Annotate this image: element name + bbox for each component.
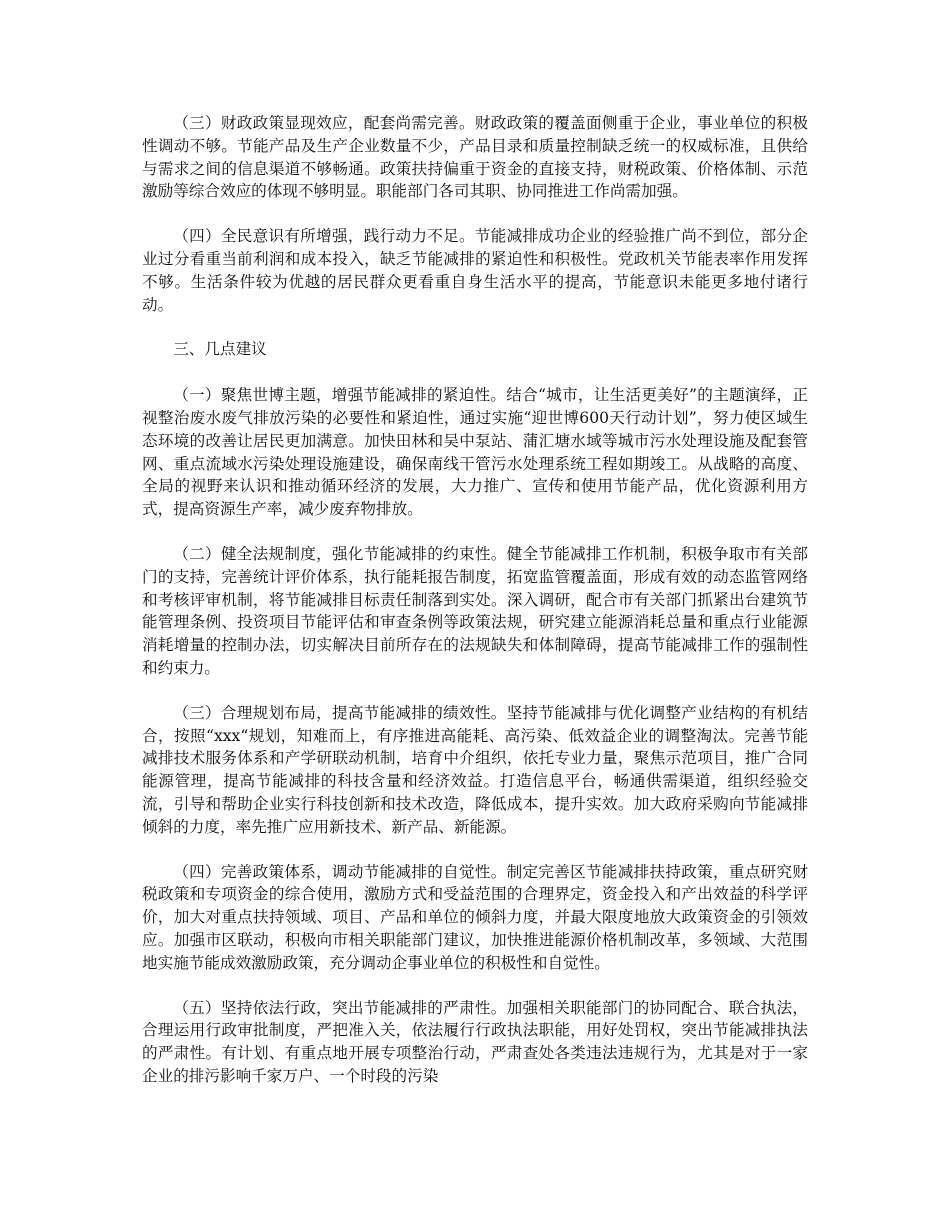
section-heading: 三、几点建议 [173, 340, 267, 359]
paragraph-fiscal-policy: （三）财政政策显现效应，配套尚需完善。财政政策的覆盖面侧重于企业，事业单位的积极性调动不够。节能产品及生产企业数量不少，产品目录和质量控制缺乏统一的权威标准，且供给与需求之间的信息渠道不够畅通。政策扶持偏重于资金的直接支持，财税政策、价格体制、示范激励等综合效应的体现不够明显。职能部门各司其职、协同推进工作尚需加强。 [142, 114, 808, 201]
suggestion-planning-layout: （三）合理规划布局，提高节能减排的绩效性。坚持节能减排与优化调整产业结构的有机结合，按照“xxx“规划，知难而上，有序推进高能耗、高污染、低效益企业的调整淘汰。完善节能减排技术服务体系和产学研联动机制，培育中介组织，依托专业力量，聚焦示范项目，推广合同能源管理，提高节能减排的科技含量和经济效益。打造信息平台，畅通供需渠道，组织经验交流，引导和帮助企业实行科技创新和技术改造，降低成本，提升实效。加大政府采购向节能减排倾斜的力度，率先推广应用新技术、新产品、新能源。 [142, 703, 808, 836]
suggestion-legal-system: （二）健全法规制度，强化节能减排的约束性。健全节能减排工作机制，积极争取市有关部门的支持，完善统计评价体系，执行能耗报告制度，拓宽监管覆盖面，形成有效的动态监管网络和考核评审机制，将节能减排目标责任制落到实处。深入调研，配合市有关部门抓紧出台建筑节能管理条例、投资项目节能评估和审查条例等政策法规，研究建立能源消耗总量和重点行业能源消耗增量的控制办法，切实解决目前所存在的法规缺失和体制障碍，提高节能减排工作的强制性和约束力。 [142, 544, 808, 677]
suggestion-policy-system: （四）完善政策体系，调动节能减排的自觉性。制定完善区节能减排扶持政策，重点研究财税政策和专项资金的综合使用，激励方式和受益范围的合理界定，资金投入和产出效益的科学评价，加大对重点扶持领域、项目、产品和单位的倾斜力度，并最大限度地放大政策资金的引领效应。加强市区联动，积极向市相关职能部门建议，加快推进能源价格机制改革，多领域、大范围地实施节能成效激励政策，充分调动企事业单位的积极性和自觉性。 [142, 862, 808, 972]
paragraph-public-awareness: （四）全民意识有所增强，践行动力不足。节能减排成功企业的经验推广尚不到位，部分企业过分看重当前利润和成本投入，缺乏节能减排的紧迫性和积极性。党政机关节能表率作用发挥不够。生活条件较为优越的居民群众更看重自身生活水平的提高，节能意识未能更多地付诸行动。 [142, 227, 808, 314]
suggestion-expo-theme: （一）聚焦世博主题，增强节能减排的紧迫性。结合“城市，让生活更美好”的主题演绎，正视整治废水废气排放污染的必要性和紧迫性，通过实施“迎世博600天行动计划”，努力使区域生态环境的改善让居民更加满意。加快田林和吴中泵站、蒲汇塘水域等城市污水处理设施及配套管网、重点流域水污染处理设施建设，确保南线干管污水处理系统工程如期竣工。从战略的高度、全局的视野来认识和推动循环经济的发展，大力推广、宣传和使用节能产品，优化资源利用方式，提高资源生产率，减少废弃物排放。 [142, 386, 808, 519]
document-page [142, 112, 808, 1110]
suggestion-law-enforcement: （五）坚持依法行政，突出节能减排的严肃性。加强相关职能部门的协同配合、联合执法，合理运用行政审批制度，严把准入关，依法履行行政执法职能，用好处罚权，突出节能减排执法的严肃性。有计划、有重点地开展专项整治行动，严肃查处各类违法违规行为，尤其是对于一家企业的排污影响千家万户、一个时段的污染 [142, 998, 808, 1085]
